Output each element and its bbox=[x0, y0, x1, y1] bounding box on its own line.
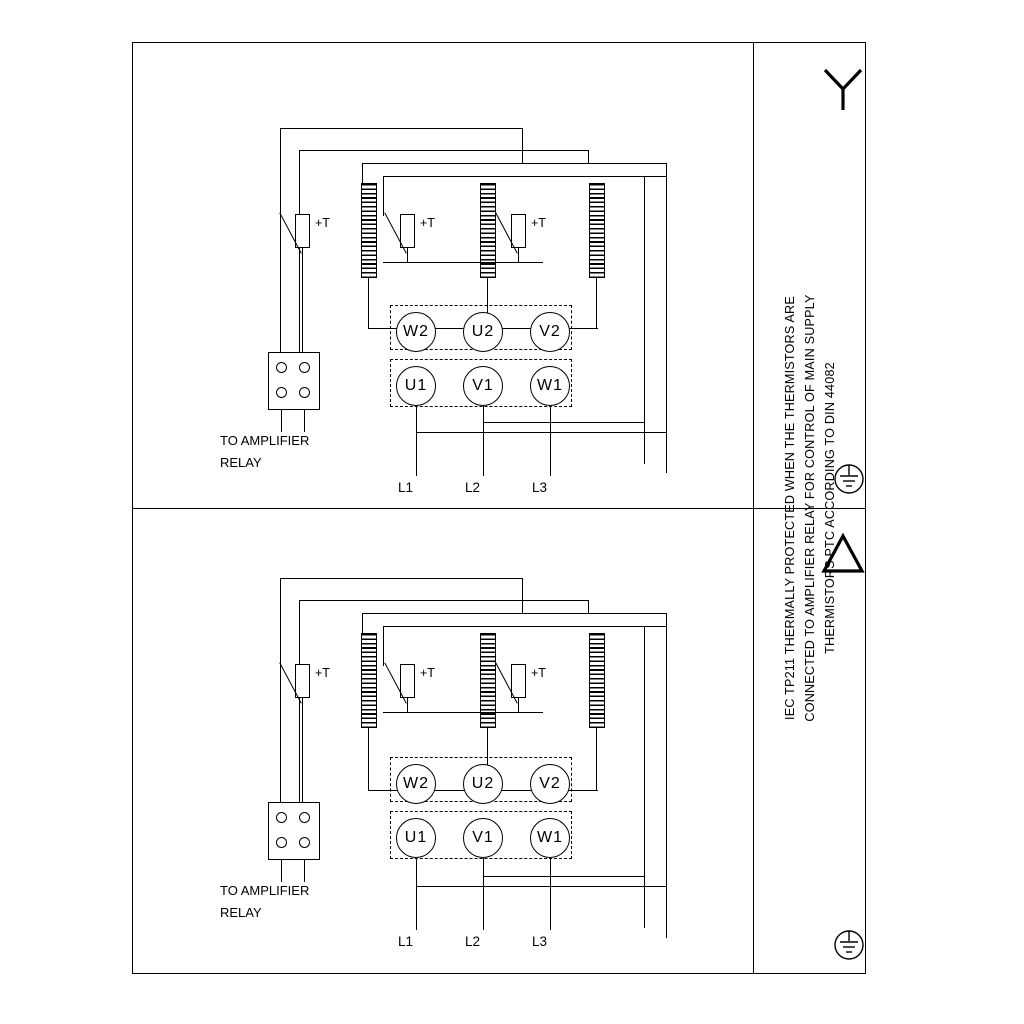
terminal-node-u1[interactable]: U1 bbox=[396, 366, 436, 406]
wire-bus-top-1 bbox=[280, 128, 523, 129]
phase-label-l3: L3 bbox=[532, 480, 548, 495]
thermistor-1 bbox=[295, 214, 310, 248]
wire-therm2-down bbox=[407, 698, 408, 712]
wire-return-bus-1 bbox=[416, 432, 666, 433]
phase-label-l3: L3 bbox=[532, 934, 548, 949]
wire-bus-left-outer bbox=[280, 578, 281, 810]
wire-terminal-lead-2 bbox=[304, 410, 305, 432]
panel-star-connection bbox=[132, 42, 753, 508]
thermistor-label-2: +T bbox=[420, 216, 435, 230]
wire-coil3-to-v2 bbox=[596, 278, 597, 328]
wire-bus-top-3 bbox=[362, 163, 666, 164]
amplifier-caption-line1: TO AMPLIFIER bbox=[220, 883, 310, 898]
wire-return-bus-1 bbox=[416, 886, 666, 887]
wire-therm2-down bbox=[407, 248, 408, 262]
wire-bus-left-inner bbox=[299, 150, 300, 360]
wire-terminal-lead-2 bbox=[304, 860, 305, 882]
wire-bus-top-4 bbox=[383, 176, 666, 177]
terminal-node-w1[interactable]: W1 bbox=[530, 818, 570, 858]
wire-therm-bottom-bus bbox=[383, 712, 543, 713]
terminal-dot-1 bbox=[276, 362, 287, 373]
note-line-1: IEC TP211 THERMALLY PROTECTED WHEN THE THERMISTORS ARE bbox=[782, 296, 797, 720]
thermistor-2 bbox=[400, 214, 415, 248]
amplifier-caption-line2: RELAY bbox=[220, 905, 262, 920]
thermistor-slash-3 bbox=[495, 212, 518, 253]
thermistor-label-1: +T bbox=[315, 216, 330, 230]
note-text-block bbox=[780, 58, 840, 958]
thermistor-3 bbox=[511, 214, 526, 248]
wire-therm-bottom-bus bbox=[383, 262, 543, 263]
amplifier-terminal-block bbox=[268, 352, 320, 410]
winding-coil-1 bbox=[361, 633, 377, 728]
thermistor-slash-1 bbox=[279, 212, 302, 253]
winding-coil-2 bbox=[480, 183, 496, 278]
wire-drop-left-therm-2 bbox=[383, 176, 384, 216]
thermistor-slash-2 bbox=[384, 662, 407, 703]
wire-drop-center-b bbox=[588, 600, 589, 613]
wire-therm1-down bbox=[302, 248, 303, 358]
terminal-node-w1[interactable]: W1 bbox=[530, 366, 570, 406]
thermistor-slash-3 bbox=[495, 662, 518, 703]
phase-label-l2: L2 bbox=[465, 480, 481, 495]
wire-phase-l1 bbox=[416, 406, 417, 476]
amplifier-caption-line1: TO AMPLIFIER bbox=[220, 433, 310, 448]
wire-phase-l2 bbox=[483, 858, 484, 930]
terminal-node-v2[interactable]: V2 bbox=[530, 764, 570, 804]
thermistor-label-3: +T bbox=[531, 666, 546, 680]
phase-label-l1: L1 bbox=[398, 934, 414, 949]
terminal-node-v1[interactable]: V1 bbox=[463, 366, 503, 406]
wire-terminal-lead-1 bbox=[281, 410, 282, 432]
winding-coil-1 bbox=[361, 183, 377, 278]
wire-drop-center-a bbox=[522, 128, 523, 163]
thermistor-label-2: +T bbox=[420, 666, 435, 680]
terminal-dot-3 bbox=[276, 837, 287, 848]
wire-right-inner-return bbox=[644, 626, 645, 928]
wire-therm1-down bbox=[302, 698, 303, 808]
wire-bus-top-1 bbox=[280, 578, 523, 579]
thermistor-3 bbox=[511, 664, 526, 698]
note-column bbox=[753, 42, 866, 974]
terminal-node-u2[interactable]: U2 bbox=[463, 764, 503, 804]
terminal-dot-2 bbox=[299, 812, 310, 823]
winding-coil-3 bbox=[589, 633, 605, 728]
wire-phase-l1 bbox=[416, 858, 417, 930]
terminal-node-u2[interactable]: U2 bbox=[463, 312, 503, 352]
thermistor-label-3: +T bbox=[531, 216, 546, 230]
wire-therm3-down bbox=[518, 698, 519, 712]
thermistor-slash-1 bbox=[279, 662, 302, 703]
thermistor-2 bbox=[400, 664, 415, 698]
wire-coil1-to-w2 bbox=[368, 278, 369, 328]
wire-therm3-down bbox=[518, 248, 519, 262]
panel-delta-connection bbox=[132, 508, 753, 974]
wire-drop-center-b bbox=[588, 150, 589, 163]
terminal-node-w2[interactable]: W2 bbox=[396, 764, 436, 804]
wire-bus-top-4 bbox=[383, 626, 666, 627]
terminal-dot-2 bbox=[299, 362, 310, 373]
amplifier-caption-line2: RELAY bbox=[220, 455, 262, 470]
terminal-node-v2[interactable]: V2 bbox=[530, 312, 570, 352]
terminal-dot-3 bbox=[276, 387, 287, 398]
wire-coil1-to-w2 bbox=[368, 728, 369, 790]
wire-phase-l3 bbox=[550, 858, 551, 930]
note-line-2: CONNECTED TO AMPLIFIER RELAY FOR CONTROL OF MAIN SUPPLY bbox=[802, 294, 817, 722]
note-line-3: THERMISTORS PTC ACCORDING TO DIN 44082 bbox=[822, 362, 837, 654]
terminal-dot-4 bbox=[299, 387, 310, 398]
amplifier-terminal-block bbox=[268, 802, 320, 860]
terminal-node-w2[interactable]: W2 bbox=[396, 312, 436, 352]
terminal-node-u1[interactable]: U1 bbox=[396, 818, 436, 858]
thermistor-1 bbox=[295, 664, 310, 698]
wire-bus-left-inner bbox=[299, 600, 300, 810]
terminal-dot-4 bbox=[299, 837, 310, 848]
thermistor-label-1: +T bbox=[315, 666, 330, 680]
wire-right-outer-return bbox=[666, 163, 667, 473]
wire-right-outer-return bbox=[666, 613, 667, 938]
wire-phase-l2 bbox=[483, 406, 484, 476]
wire-bus-top-2 bbox=[299, 600, 589, 601]
winding-coil-2 bbox=[480, 633, 496, 728]
terminal-dot-1 bbox=[276, 812, 287, 823]
terminal-node-v1[interactable]: V1 bbox=[463, 818, 503, 858]
phase-label-l2: L2 bbox=[465, 934, 481, 949]
wire-phase-l3 bbox=[550, 406, 551, 476]
wire-drop-center-a bbox=[522, 578, 523, 613]
wire-return-bus-2 bbox=[483, 876, 644, 877]
wire-bus-left-outer bbox=[280, 128, 281, 360]
wire-drop-left-therm-2 bbox=[383, 626, 384, 666]
winding-coil-3 bbox=[589, 183, 605, 278]
wire-terminal-lead-1 bbox=[281, 860, 282, 882]
wire-bus-top-3 bbox=[362, 613, 666, 614]
wire-coil3-to-v2 bbox=[596, 728, 597, 790]
thermistor-slash-2 bbox=[384, 212, 407, 253]
wire-bus-top-2 bbox=[299, 150, 589, 151]
wire-return-bus-2 bbox=[483, 422, 644, 423]
wire-right-inner-return bbox=[644, 176, 645, 464]
phase-label-l1: L1 bbox=[398, 480, 414, 495]
